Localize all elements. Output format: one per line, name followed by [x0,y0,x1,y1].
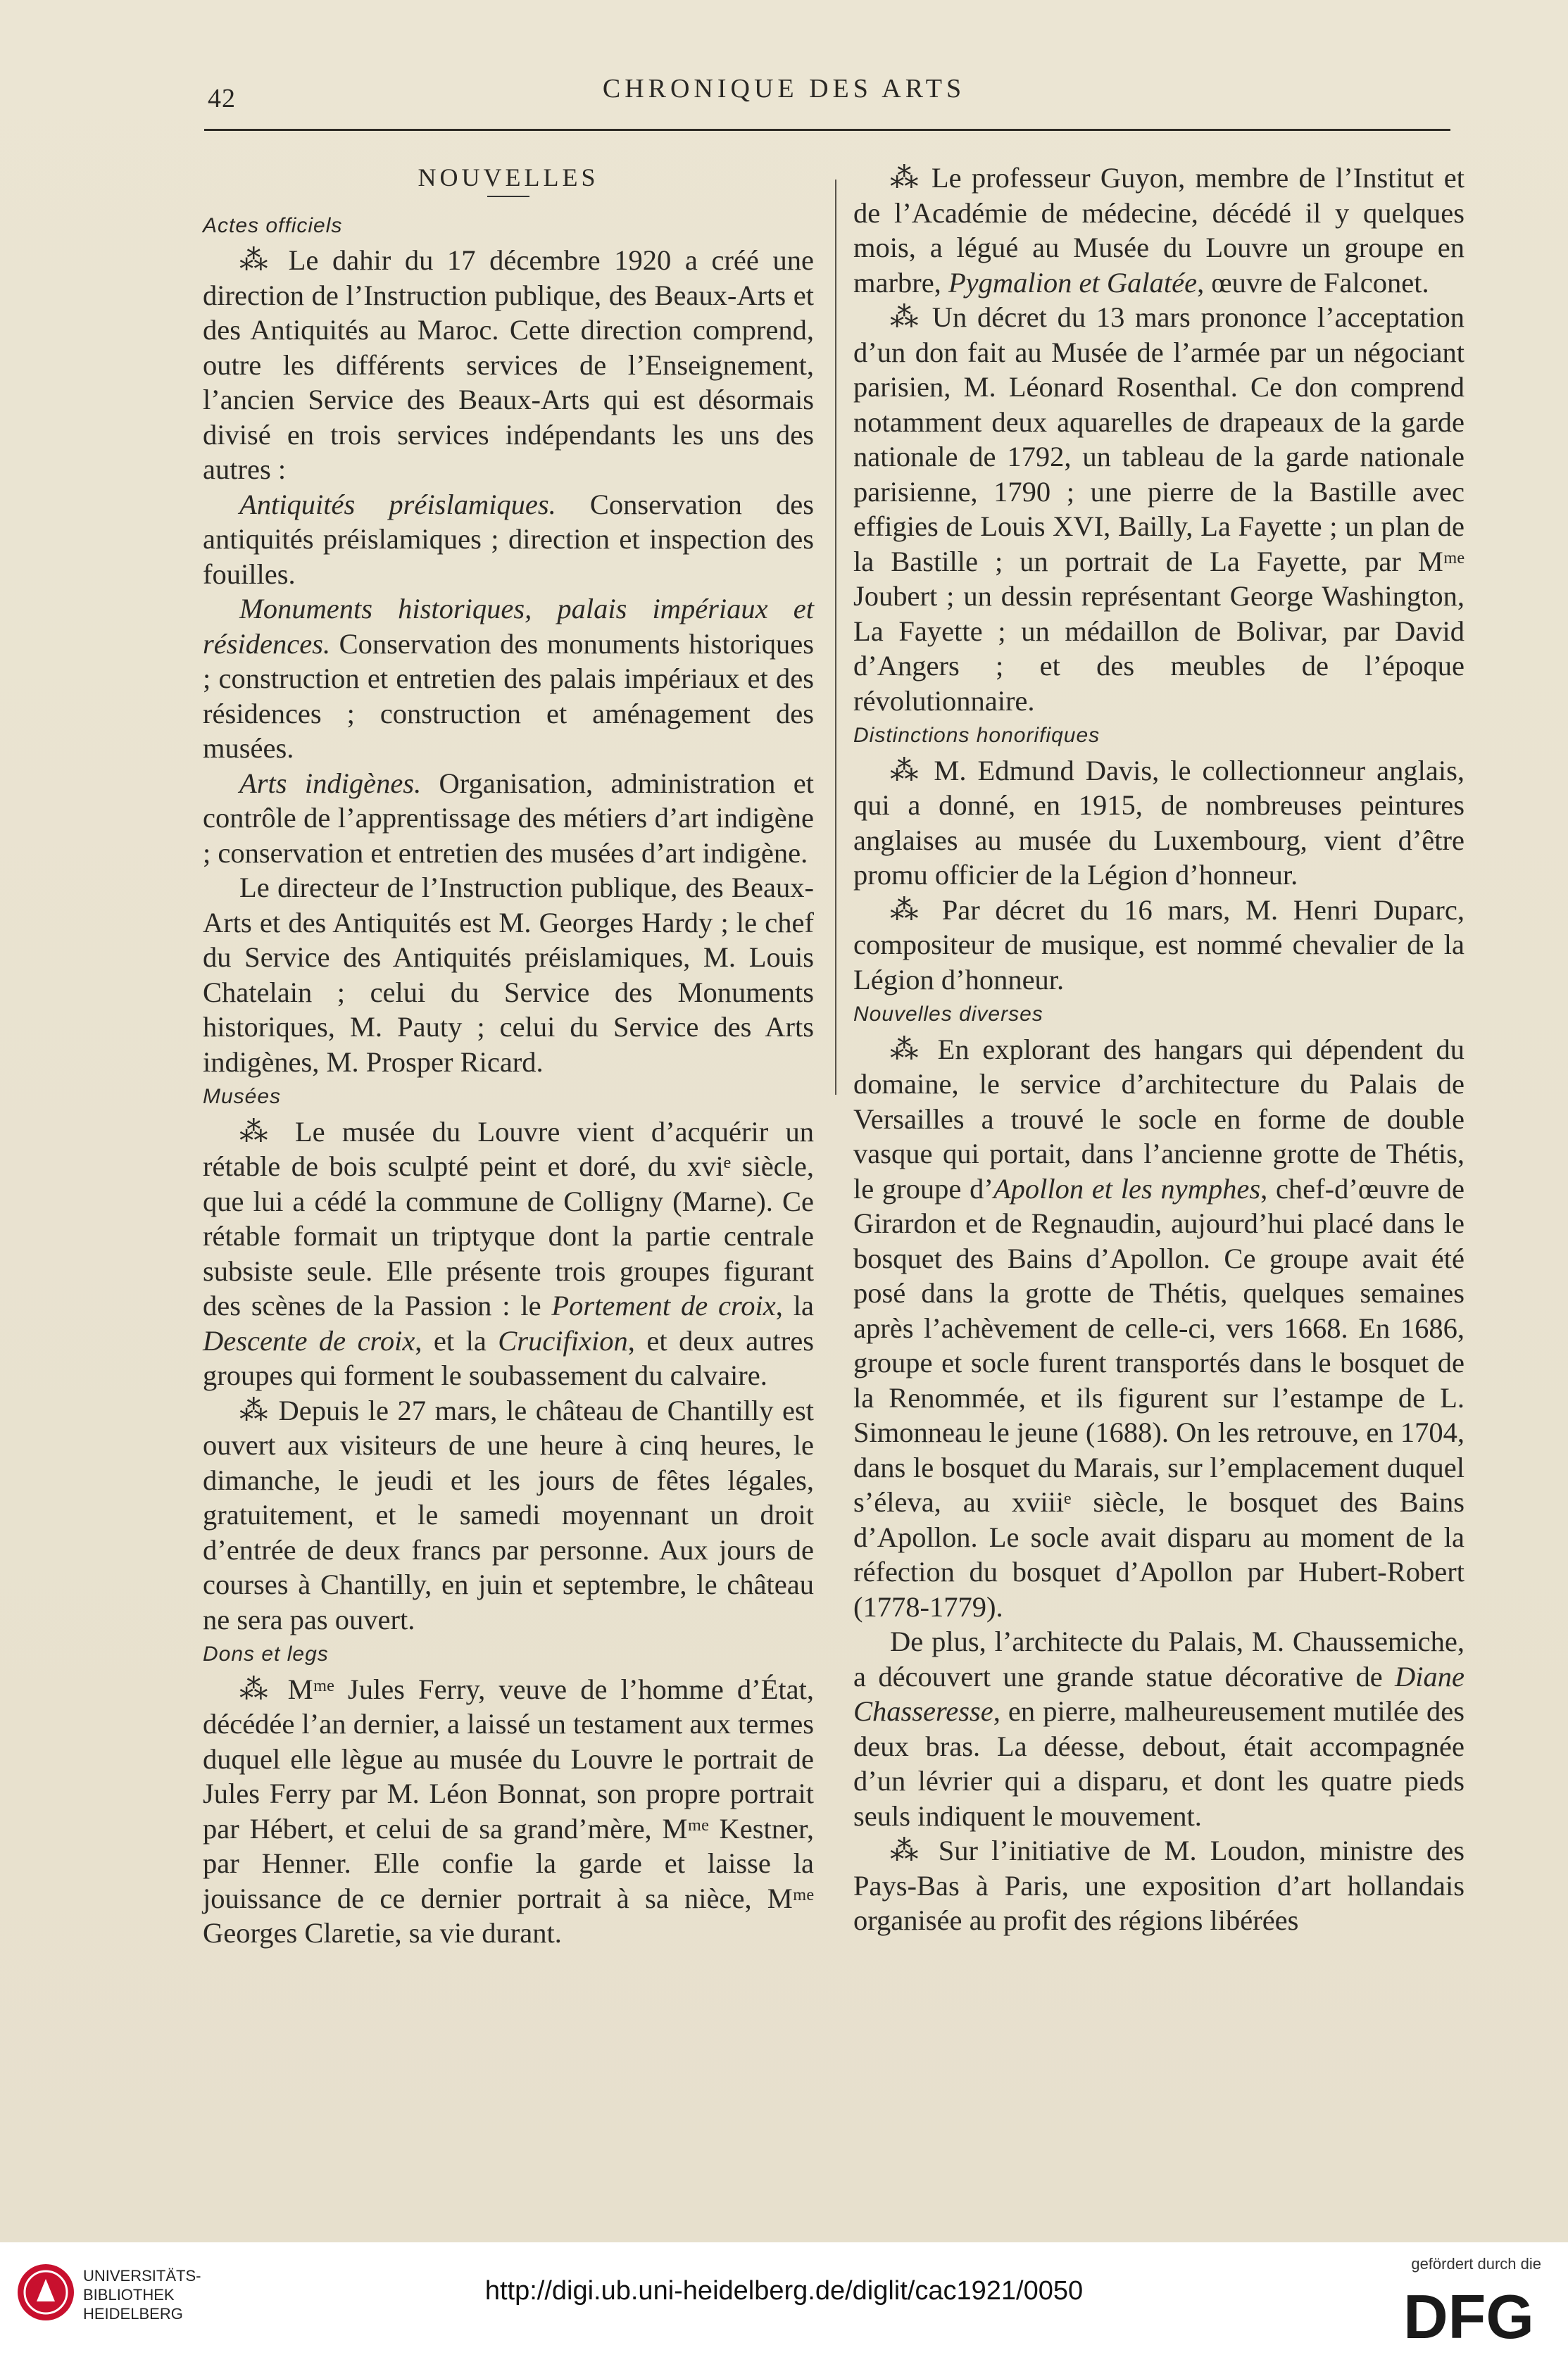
paragraph: ⁂ Le musée du Louvre vient d’acquérir un rétable de bois sculpté peint et doré, du xviᵉ siècle, que lui a cédé la commune de Colligny (Marne). Ce rétable formait un triptyque dont la partie centrale subsiste seule. Elle présente trois groupes figurant des scènes de la Passion : le Portement de croix, la Descente de croix, et la Crucifixion, et deux autres groupes qui forment le soubassement du calvaire. [203,1115,814,1391]
subhead-dons-et-legs: Dons et legs [203,1642,329,1666]
paragraph: Arts indigènes. Organisation, administration et contrôle de l’apprentissage des métiers d’art indigène ; conservation et entretien des musées d’art indigène. [203,767,814,869]
subhead-musees: Musées [203,1085,282,1108]
paragraph: ⁂ Sur l’initiative de M. Loudon, ministre des Pays-Bas à Paris, une exposition d’art hollandais organisée au profit des régions libérées [853,1835,1464,1936]
column-divider [835,180,836,1095]
paragraph: Monuments historiques, palais impériaux et résidences. Conservation des monuments historiques ; construction et entretien des palais impériaux et des résidences ; construction et aménagement des musées. [203,593,814,764]
paragraph: ⁂ Depuis le 27 mars, le château de Chantilly est ouvert aux visiteurs de une heure à cinq heures, le dimanche, le jeudi et les jours de fêtes légales, gratuitement, et le samedi moyennant un droit d’entrée de deux francs par personne. Aux jours de courses à Chantilly, en juin et septembre, le château ne sera pas ouvert. [203,1394,814,1635]
left-column [203,161,814,1951]
digitization-footer [0,2242,1568,2362]
subhead-actes-officiels: Actes officiels [203,213,343,237]
paragraph: ⁂ Le professeur Guyon, membre de l’Institut et de l’Académie de médecine, décédé il y quelques mois, a légué au Musée du Louvre un groupe en marbre, Pygmalion et Galatée, œuvre de Falconet. [853,162,1464,299]
right-column [853,161,1464,1938]
header-rule [204,129,1450,131]
paragraph: ⁂ Le dahir du 17 décembre 1920 a créé une direction de l’Instruction publique, des Beaux-Arts et des Antiquités au Maroc. Cette direction comprend, outre les différents services de l’Enseignement, l’ancien Service des Beaux-Arts qui est désormais divisé en trois services indépendants les uns des autres : [203,244,814,485]
library-name: UNIVERSITÄTS- BIBLIOTHEK HEIDELBERG [83,2267,201,2323]
paragraph: ⁂ Mᵐᵉ Jules Ferry, veuve de l’homme d’État, décédée l’an dernier, a laissé un testament aux termes duquel elle lègue au musée du Louvre le portrait de Jules Ferry par M. Léon Bonnat, son propre portrait par Hébert, et celui de sa grand’mère, Mᵐᵉ Kestner, par Henner. Elle confie la garde et laisse la jouissance de ce dernier portrait à sa nièce, Mᵐᵉ Georges Claretie, sa vie durant. [203,1673,814,1949]
paragraph: ⁂ Par décret du 16 mars, M. Henri Duparc, compositeur de musique, est nommé chevalier de la Légion d’honneur. [853,893,1464,995]
paragraph: De plus, l’architecte du Palais, M. Chaussemiche, a découvert une grande statue décorative de Diane Chasseresse, en pierre, malheureusement mutilée des deux bras. La déesse, debout, était accompagnée d’un lévrier qui a disparu, et dont les quatre pieds seuls indiquent le mouvement. [853,1626,1464,1832]
paragraph: ⁂ M. Edmund Davis, le collectionneur anglais, qui a donné, en 1915, de nombreuses peintures anglaises au musée du Luxembourg, vient d’être promu officier de la Légion d’honneur. [853,754,1464,891]
running-title: CHRONIQUE DES ARTS [602,74,966,103]
subhead-nouvelles-diverses: Nouvelles diverses [853,1003,1043,1026]
subhead-distinctions: Distinctions honorifiques [853,724,1100,747]
paragraph: Antiquités préislamiques. Conservation des antiquités préislamiques ; direction et inspection des fouilles. [203,488,814,590]
section-heading-nouvelles: NOUVELLES [418,163,599,191]
paragraph: Le directeur de l’Instruction publique, des Beaux-Arts et des Antiquités est M. Georges Hardy ; le chef du Service des Antiquités préislamiques, M. Louis Chatelain ; celui du Service des Monuments historiques, M. Pauty ; celui du Service des Arts indigènes, M. Prosper Ricard. [203,872,814,1078]
funded-by-label: gefördert durch die [1411,2255,1541,2273]
dfg-logo-icon [1395,2283,1543,2347]
paragraph: ⁂ En explorant des hangars qui dépendent du domaine, le service d’architecture du Palais de Versailles a trouvé le socle en forme de double vasque qui portait, dans l’ancienne grotte de Thétis, le groupe d’Apollon et les nymphes, chef-d’œuvre de Girardon et de Regnaudin, aujourd’hui placé dans le bosquet des Bains d’Apollon. Ce groupe avait été posé dans la grotte de Thétis, quelques semaines après l’achèvement de celle-ci, vers 1668. En 1686, groupe et socle furent transportés dans le bosquet de la Renommée, et ils figurent sur l’estampe de L. Simonneau le jeune (1688). On les retrouve, en 1704, dans le bosquet du Marais, sur l’emplacement duquel s’éleva, au xviiiᵉ siècle, le bosquet des Bains d’Apollon. Le socle avait disparu au moment de la réfection du bosquet d’Apollon par Hubert-Robert (1778-1779). [853,1033,1465,1623]
permalink-url[interactable]: http://digi.ub.uni-heidelberg.de/diglit/cac1921/0050 [484,2276,1084,2306]
page-number: 42 [208,84,236,113]
heading-rule [487,196,529,197]
paragraph: ⁂ Un décret du 13 mars prononce l’acceptation d’un don fait au Musée de l’armée par un négociant parisien, M. Léonard Rosenthal. Ce don comprend notamment deux aquarelles de drapeaux de la garde nationale de 1792, un tableau de la garde nationale parisienne, 1790 ; une pierre de la Bastille avec effigies de Louis XVI, Bailly, La Fayette ; un plan de la Bastille ; un portrait de La Fayette, par Mᵐᵉ Joubert ; un dessin représentant George Washington, La Fayette ; un médaillon de Bolivar, par David d’Angers ; et des meubles de l’époque révolutionnaire. [853,301,1464,717]
svg-text:DFG: DFG [1403,2283,1534,2347]
